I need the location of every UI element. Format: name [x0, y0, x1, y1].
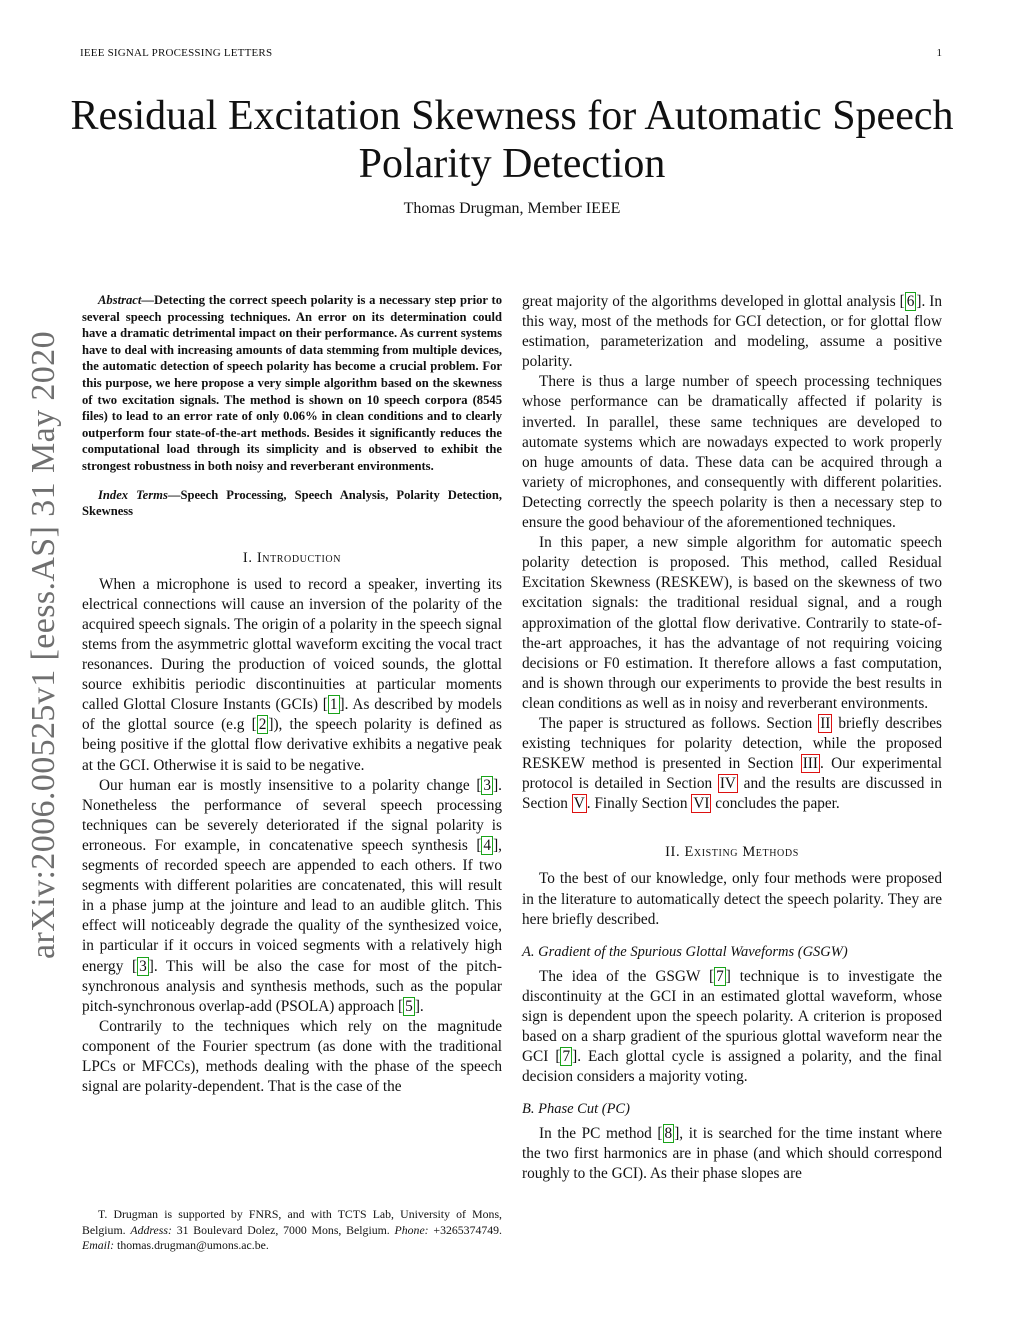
section-heading-introduction: I. Introduction — [242, 549, 342, 566]
left-column — [82, 292, 502, 1097]
section-link[interactable]: V — [573, 795, 585, 813]
citation-link[interactable]: 2 — [258, 716, 267, 734]
author-footnote: T. Drugman is supported by FNRS, and with TCTS Lab, University of Mons, Belgium. Address: 31 Boulevard Dolez, 7000 Mons, Belgium. Phone: +3265374749. Email: thomas.drugman@umons.ac.be. — [82, 1207, 503, 1253]
index-terms-text: —Speech Processing, Speech Analysis, Polarity Detection, Skewness — [82, 487, 502, 519]
phase-cut-paragraph: In the PC method [ 8 ], it is searched for the time instant where the two first harmonics are in phase (and which should correspond roughly to the GCI). As their phase slopes are — [522, 1125, 942, 1183]
citation-link[interactable]: 3 — [139, 957, 147, 975]
gsgw-paragraph: The idea of the GSGW [ 7 ] technique is to investigate the discontinuity at the GCI in an estimated glottal waveform, whose sign is dependent upon the speech polarity. A criterion is proposed based on a sharp gradient of the spurious glottal waveform near the GCI [ 7 ]. Each glottal cycle is assigned a polarity, and the final decision considers a majority voting. — [522, 967, 942, 1086]
abstract-text: —Detecting the correct speech polarity is a necessary step prior to several speech processing techniques. An error on its determination could have a dramatic detrimental impact on their performance. As current systems have to deal with increasing amounts of data stemming from multiple devices, the automatic detection of speech polarity has become a crucial problem. For this purpose, we here propose a very simple algorithm based on the skewness of two excitation signals. The method is shown on 10 speech corpora (8545 files) to lead to an error rate of only 0.06% in clean conditions and to clearly outperform four state-of-the-art methods. Besides it significantly reduces the computational load through its simplicity and is observed to exhibit the strongest robustness in both noisy and reverberant environments. — [82, 293, 502, 473]
intro-paragraph-4: great majority of the algorithms developed in glottal analysis [ 6 ]. In this way, most of the methods for GCI detection, or for glottal flow estimation, parameterization and modeling, assume a positive polarity. — [522, 293, 942, 371]
abstract — [82, 292, 502, 475]
email-address: thomas.drugman@umons.ac.be. — [114, 1238, 269, 1253]
intro-paragraph-7: The paper is structured as follows. Section II briefly describes existing techniques for polarity detection, while the proposed RESKEW method is presented in Section III . Our experimental protocol is detailed in Section IV and the results are discussed in Section V . Finally Section VI concludes the paper. — [522, 714, 942, 813]
section-heading-existing-methods: II. Existing Methods — [665, 844, 799, 861]
index-terms — [82, 487, 502, 520]
citation-link[interactable]: 1 — [329, 696, 338, 714]
intro-paragraph-1: When a microphone is used to record a speaker, inverting its electrical connections will cause an inversion of the polarity of the acquired speech signals. The origin of a polarity in the speech signal stems from the asymmetric glottal waveform exciting the vocal tract resonances. During the production of voiced sounds, the glottal source exhibitis periodic discontinuities at particular moments called Glottal Closure Instants (GCIs) [ 1 ]. As described by models of the glottal source (e.g [ 2 ]), the speech polarity is defined as being positive if the glottal flow derivative exhibits a negative peak at the GCI. Otherwise it is said to be negative. — [82, 575, 503, 774]
abstract-lead: Abstract — [98, 293, 142, 307]
section-link[interactable]: II — [820, 714, 831, 732]
intro-paragraph-6: In this paper, a new simple algorithm for automatic speech polarity detection is proposed. This method, called Residual Excitation Skewness (RESKEW), is based on the skewness of two excitation signals: the traditional residual signal, and a rough approximation of the glottal flow derivative. Contrarily to state-of-the-art approaches, it has the advantage of not requiring voicing decisions or F0 estimation. It therefore allows a fast computation, and is shown through our experiments to provide the best results in clean conditions as well as in noisy and reverberant environments. — [522, 534, 942, 712]
intro-paragraph-5: There is thus a large number of speech processing techniques whose performance can be dramatically affected if polarity is inverted. In parallel, these same techniques are developed to automate systems which are nowadays expected to work properly on huge amounts of data. These data can be acquired through a variety of microphones, and consequently with different polarities. Detecting correctly the speech polarity is then a necessary step to ensure the good behaviour of the aforementioned techniques. — [522, 373, 942, 532]
existing-methods-paragraph-1: To the best of our knowledge, only four methods were proposed in the literature to automatically detect the speech polarity. They are here briefly described. — [522, 870, 942, 928]
paper-title: Residual Excitation Skewness for Automatic Speech Polarity Detection — [70, 93, 954, 187]
citation-link[interactable]: 3 — [483, 776, 492, 794]
subsection-heading-gsgw: A. Gradient of the Spurious Glottal Waveforms (GSGW) — [522, 943, 848, 960]
arxiv-identifier-stamp — [14, 330, 74, 960]
citation-link[interactable]: 7 — [716, 967, 724, 985]
citation-link[interactable]: 4 — [483, 836, 492, 854]
section-link[interactable]: VI — [693, 795, 710, 813]
citation-link[interactable]: 5 — [405, 997, 413, 1015]
right-column — [522, 292, 942, 1185]
page-number: 1 — [936, 47, 942, 59]
arxiv-identifier-text: arXiv:2006.00525v1 [eess.AS] 31 May 2020 — [25, 331, 62, 959]
running-head: IEEE SIGNAL PROCESSING LETTERS — [80, 47, 273, 59]
section-link[interactable]: IV — [719, 775, 736, 793]
citation-link[interactable]: 6 — [906, 293, 915, 310]
author-line: Thomas Drugman, Member IEEE — [403, 200, 621, 217]
citation-link[interactable]: 7 — [562, 1048, 571, 1066]
section-link[interactable]: III — [802, 755, 818, 773]
subsection-heading-phase-cut: B. Phase Cut (PC) — [522, 1101, 630, 1118]
citation-link[interactable]: 8 — [664, 1125, 673, 1143]
intro-paragraph-3: Contrarily to the techniques which rely on the magnitude component of the Fourier spectrum (as done with the traditional LPCs or MFCCs), methods dealing with the phase of the speech signal are polarity-dependent. That is the case of the — [82, 1017, 502, 1096]
intro-paragraph-2: Our human ear is mostly insensitive to a polarity change [ 3 ]. Nonetheless the performance of several speech processing techniques can be severely deteriorated if the signal polarity is erroneous. For example, in concatenative speech synthesis [ 4 ], segments of recorded speech are appended to each others. If two segments with different polarities are concatenated, this will result in a phase jump at the jointure and lead to an audible glitch. This effect will noticeably degrade the quality of the synthesized voice, in particular if it occurs in voiced segments with a relatively high energy [ 3 ]. This will be also the case for most of the pitch-synchronous analysis and synthesis methods, such as the popular pitch-synchronous overlap-add (PSOLA) approach [ 5 ]. — [82, 776, 502, 1015]
index-terms-lead: Index Terms — [98, 487, 168, 502]
